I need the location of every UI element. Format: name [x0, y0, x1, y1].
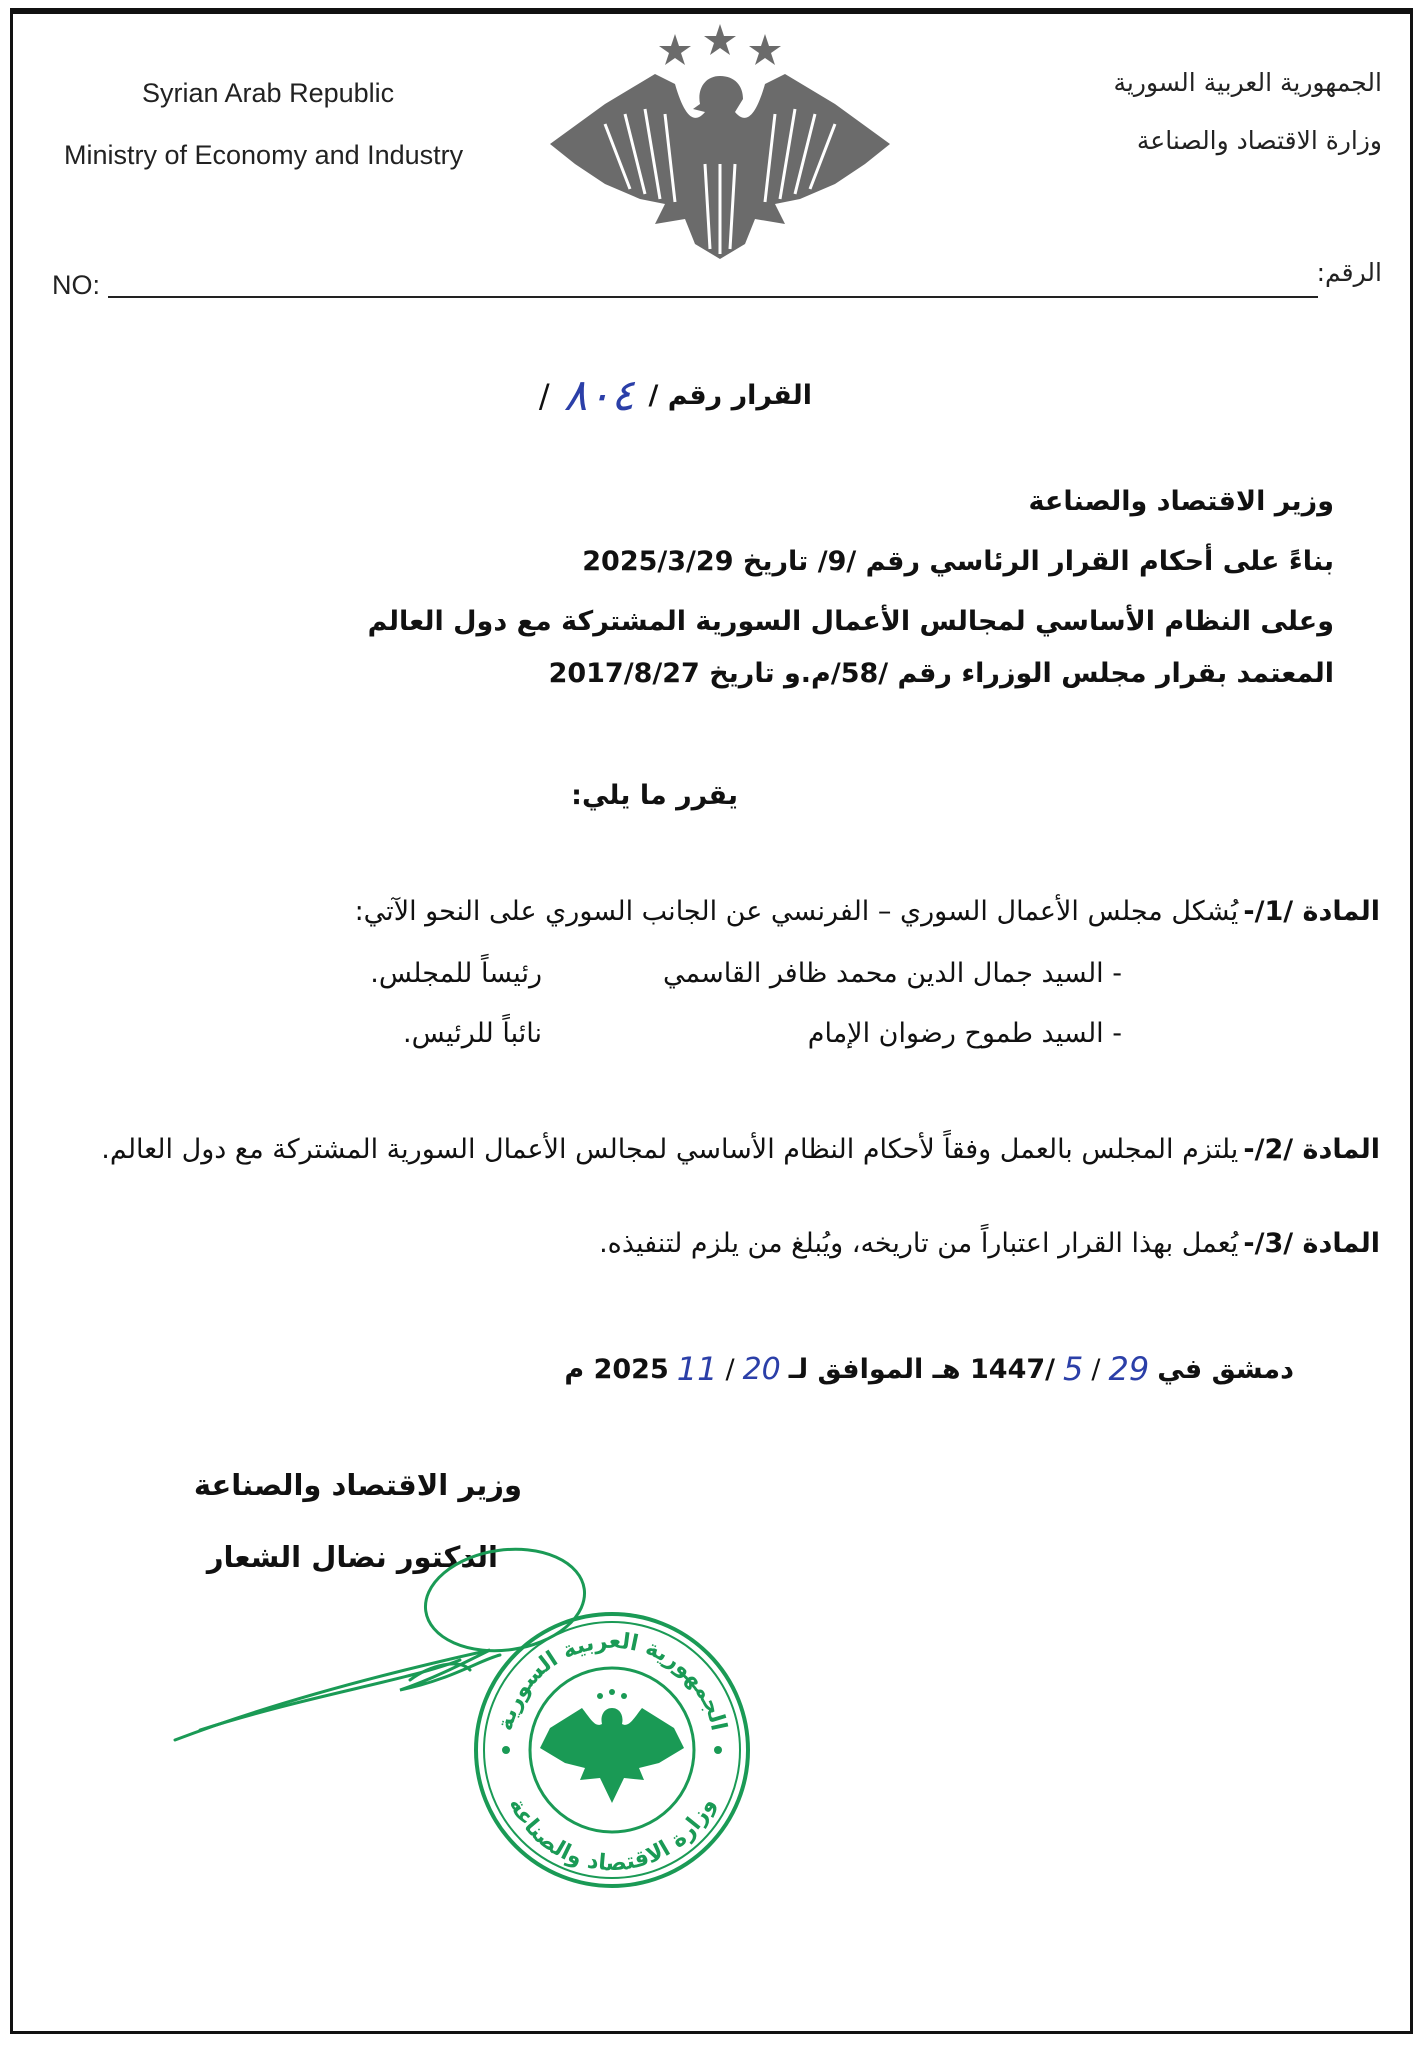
decides-heading: يقرر ما يلي:: [571, 780, 738, 811]
member-2-name: - السيد طموح رضوان الإمام: [807, 1018, 1122, 1049]
greg-month-handwritten: 11: [676, 1350, 718, 1388]
header-ar-ministry: وزارة الاقتصاد والصناعة: [1136, 126, 1382, 155]
article-1: [355, 896, 1380, 927]
decision-label: القرار رقم /: [648, 380, 812, 411]
stamp-eagle-icon: [540, 1689, 684, 1803]
article-2-label: المادة /2/-: [1243, 1134, 1380, 1165]
header-ar-country: الجمهورية العربية السورية: [1113, 68, 1382, 97]
article-3-text: يُعمل بهذا القرار اعتباراً من تاريخه، ويُبلغ من يلزم لتنفيذه.: [599, 1228, 1239, 1259]
decision-number-handwritten: ٨٠٤: [563, 370, 635, 421]
hijri-day-handwritten: 29: [1108, 1350, 1150, 1388]
article-3-label: المادة /3/-: [1243, 1228, 1380, 1259]
article-2: [101, 1134, 1380, 1165]
reference-number-line: [108, 296, 1318, 298]
date-prefix: دمشق في: [1157, 1353, 1294, 1385]
preamble-line-1: بناءً على أحكام القرار الرئاسي رقم /9/ تاريخ 2025/3/29: [582, 546, 1334, 577]
signatory-name: الدكتور نضال الشعار: [206, 1540, 498, 1574]
stamp-ring-bottom-text: وزارة الاقتصاد والصناعة: [503, 1793, 721, 1877]
decision-number-line: [539, 370, 812, 421]
greg-day-handwritten: 20: [742, 1351, 781, 1387]
article-2-text: يلتزم المجلس بالعمل وفقاً لأحكام النظام الأساسي لمجالس الأعمال السورية المشتركة مع دول العالم.: [101, 1134, 1239, 1165]
stamp-ring-top-text: الجمهورية العربية السورية: [492, 1628, 731, 1734]
preamble-line-3: المعتمد بقرار مجلس الوزراء رقم /58/م.و تاريخ 2017/8/27: [548, 658, 1334, 689]
member-1-name: - السيد جمال الدين محمد ظافر القاسمي: [662, 958, 1122, 989]
member-1-role: رئيساً للمجلس.: [370, 958, 542, 989]
issuer-title: وزير الاقتصاد والصناعة: [1028, 486, 1334, 517]
member-2-role: نائباً للرئيس.: [403, 1018, 542, 1049]
header-en-country: Syrian Arab Republic: [142, 78, 395, 108]
ministry-seal-stamp: [470, 1608, 755, 1893]
hijri-rest: /1447 هـ الموافق لـ: [788, 1353, 1056, 1385]
no-label-en: NO:: [52, 270, 101, 300]
hijri-month-handwritten: 5: [1063, 1350, 1084, 1388]
article-3: [599, 1228, 1380, 1259]
decision-trailing-slash: /: [538, 376, 550, 415]
greg-year: 2025 م: [564, 1353, 669, 1385]
date-line: دمشق في 29 / 5 /1447 هـ الموافق لـ 20 / 11 2025 م: [564, 1350, 1294, 1388]
syrian-eagle-emblem-icon: [545, 14, 895, 259]
preamble-line-2: وعلى النظام الأساسي لمجالس الأعمال السورية المشتركة مع دول العالم: [367, 606, 1334, 637]
header-en-ministry: Ministry of Economy and Industry: [64, 140, 464, 170]
signatory-title: وزير الاقتصاد والصناعة: [193, 1468, 522, 1502]
article-1-text: يُشكل مجلس الأعمال السوري – الفرنسي عن الجانب السوري على النحو الآتي:: [354, 896, 1239, 927]
article-1-label: المادة /1/-: [1243, 896, 1380, 927]
no-label-ar: الرقم:: [1316, 258, 1382, 287]
